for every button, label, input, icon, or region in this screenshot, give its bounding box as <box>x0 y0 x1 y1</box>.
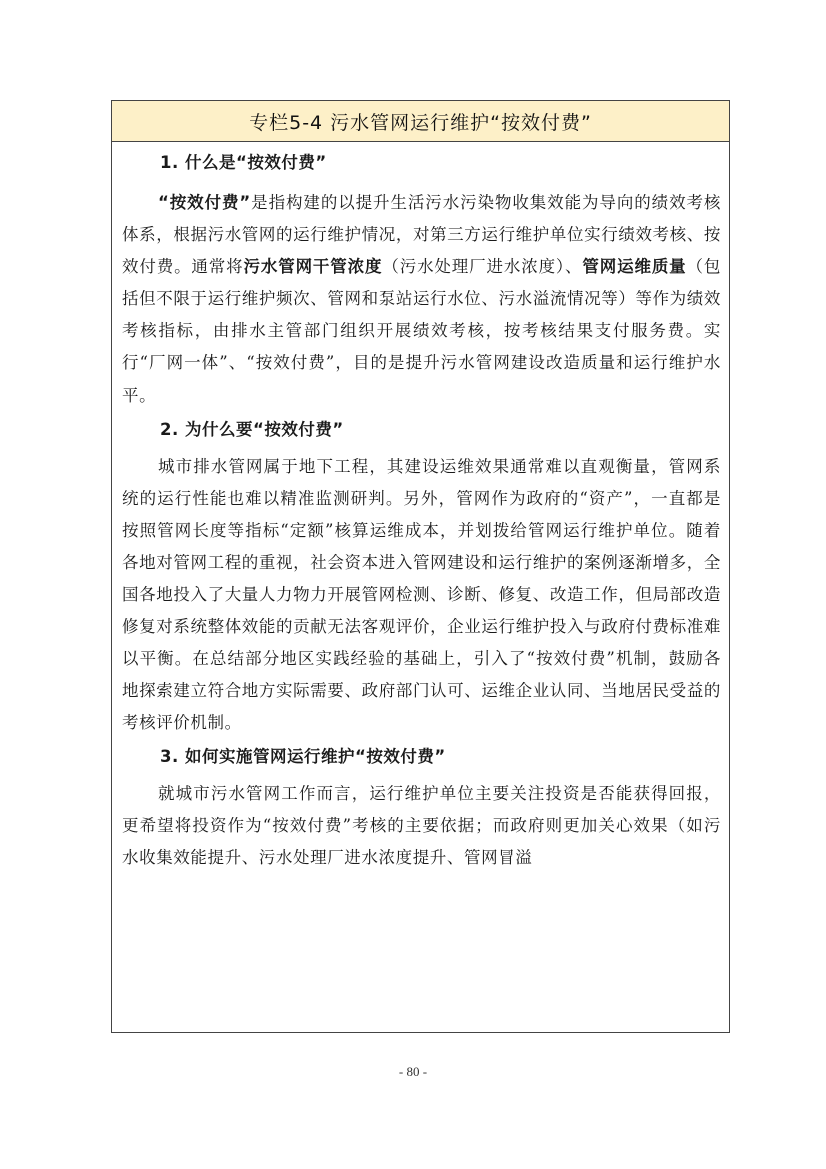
paragraph-text: （污水处理厂进水浓度）、 <box>382 257 583 277</box>
term-network-operation-quality: 管网运维质量 <box>582 257 687 277</box>
section-1-heading: 1. 什么是“按效付费” <box>160 153 327 172</box>
term-pay-by-performance: “按效付费” <box>158 193 251 212</box>
paragraph-text: （包括但不限于运行维护频次、管网和泵站运行水位、污水溢流情况等）等作为绩效考核指标，由排水主管部门组织开展绩效考核，按考核结果支付服务费。实行“厂网一体”、“按效付费”，目的是提升污水管网建设改造质量和运行维护水平。 <box>122 257 721 405</box>
section-1-paragraph <box>122 187 721 412</box>
box-body <box>112 152 729 874</box>
page-number: - 80 - <box>398 1064 428 1079</box>
section-2-paragraph: 城市排水管网属于地下工程，其建设运维效果通常难以直观衡量，管网系统的运行性能也难以精准监测研判。另外，管网作为政府的“资产”，一直都是按照管网长度等指标“定额”核算运维成本，并划拨给管网运行维护单位。随着各地对管网工程的重视，社会资本进入管网建设和运行维护的案例逐渐增多，全国各地投入了大量人力物力开展管网检测、诊断、修复、改造工作，但局部改造修复对系统整体效能的贡献无法客观评价，企业运行维护投入与政府付费标准难以平衡。在总结部分地区实践经验的基础上，引入了“按效付费”机制，鼓励各地探索建立符合地方实际需要、政府部门认可、运维企业认同、当地居民受益的考核评价机制。 <box>122 456 721 733</box>
box-title: 专栏5-4 污水管网运行维护“按效付费” <box>112 101 729 142</box>
section-2-heading: 2. 为什么要“按效付费” <box>160 419 344 439</box>
section-3-paragraph: 就城市污水管网工作而言，运行维护单位主要关注投资是否能获得回报，更希望将投资作为“按效付费”考核的主要依据；而政府则更加关心效果（如污水收集效能提升、污水处理厂进水浓度提升、管网冒溢 <box>122 783 721 867</box>
term-main-pipe-concentration: 污水管网干管浓度 <box>243 257 383 277</box>
section-3-heading: 3. 如何实施管网运行维护“按效付费” <box>160 746 446 766</box>
paragraph-text: 是指构建的以提升生活污水污染物收集效能为导向的绩效考核体系，根据污水管网的运行维护情况，对第三方运行维护单位实行绩效考核、按效付费。通常将 <box>122 193 721 277</box>
special-column-box <box>111 100 730 1033</box>
